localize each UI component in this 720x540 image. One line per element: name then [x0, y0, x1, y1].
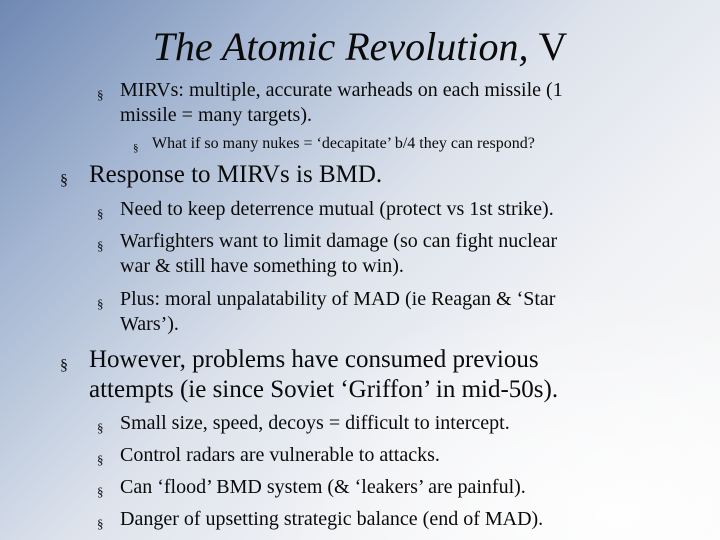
slide-title	[0, 24, 720, 70]
bullet-text: Response to MIRVs is BMD.	[89, 161, 383, 188]
bullet-text: Plus: moral unpalatability of MAD (ie Reagan & ‘Star	[120, 288, 556, 310]
bullet-text: Control radars are vulnerable to attacks.	[120, 444, 440, 466]
bullet-marker: §	[97, 420, 104, 435]
slide-title-text: The Atomic Revolution,	[152, 24, 529, 69]
bullet-text: Danger of upsetting strategic balance (end of MAD).	[120, 508, 544, 530]
bullet-text: Small size, speed, decoys = difficult to intercept.	[120, 412, 510, 434]
sub-bullet-flood	[97, 475, 526, 500]
bullet-marker: §	[60, 357, 68, 374]
bullet-text-cont: Wars’).	[120, 313, 179, 335]
bullet-text-cont: attempts (ie since Soviet ‘Griffon’ in mid-50s).	[89, 376, 559, 403]
bullet-text-cont: missile = many targets).	[120, 104, 312, 126]
sub-bullet-decapitate	[133, 134, 535, 154]
bullet-marker: §	[60, 172, 68, 189]
bullet-marker: §	[97, 87, 104, 102]
bullet-marker: §	[97, 296, 104, 311]
sub-bullet-warfighters	[97, 229, 557, 279]
bullet-text: Warfighters want to limit damage (so can fight nuclear	[120, 230, 558, 252]
bullet-mirvs	[97, 78, 563, 128]
bullet-marker: §	[97, 484, 104, 499]
bullet-text: MIRVs: multiple, accurate warheads on each missile (1	[120, 79, 563, 101]
sub-bullet-strategic-balance	[97, 507, 543, 532]
bullet-text: What if so many nukes = ‘decapitate’ b/4 they can respond?	[152, 135, 535, 152]
bullet-text: Can ‘flood’ BMD system (& ‘leakers’ are painful).	[120, 476, 526, 498]
bullet-text: However, problems have consumed previous	[89, 346, 539, 373]
bullet-marker: §	[133, 142, 139, 154]
bullet-marker: §	[97, 452, 104, 467]
bullet-response-bmd	[60, 160, 382, 190]
bullet-text: Need to keep deterrence mutual (protect vs 1st strike).	[120, 198, 554, 220]
slide-title-number: V	[538, 24, 568, 69]
sub-bullet-small-size	[97, 411, 510, 436]
bullet-marker: §	[97, 516, 104, 531]
bullet-text-cont: war & still have something to win).	[120, 255, 404, 277]
bullet-marker: §	[97, 238, 104, 253]
sub-bullet-deterrence	[97, 197, 554, 222]
sub-bullet-control-radars	[97, 443, 440, 468]
bullet-marker: §	[97, 206, 104, 221]
sub-bullet-mad	[97, 287, 555, 337]
bullet-however-problems	[60, 345, 558, 405]
